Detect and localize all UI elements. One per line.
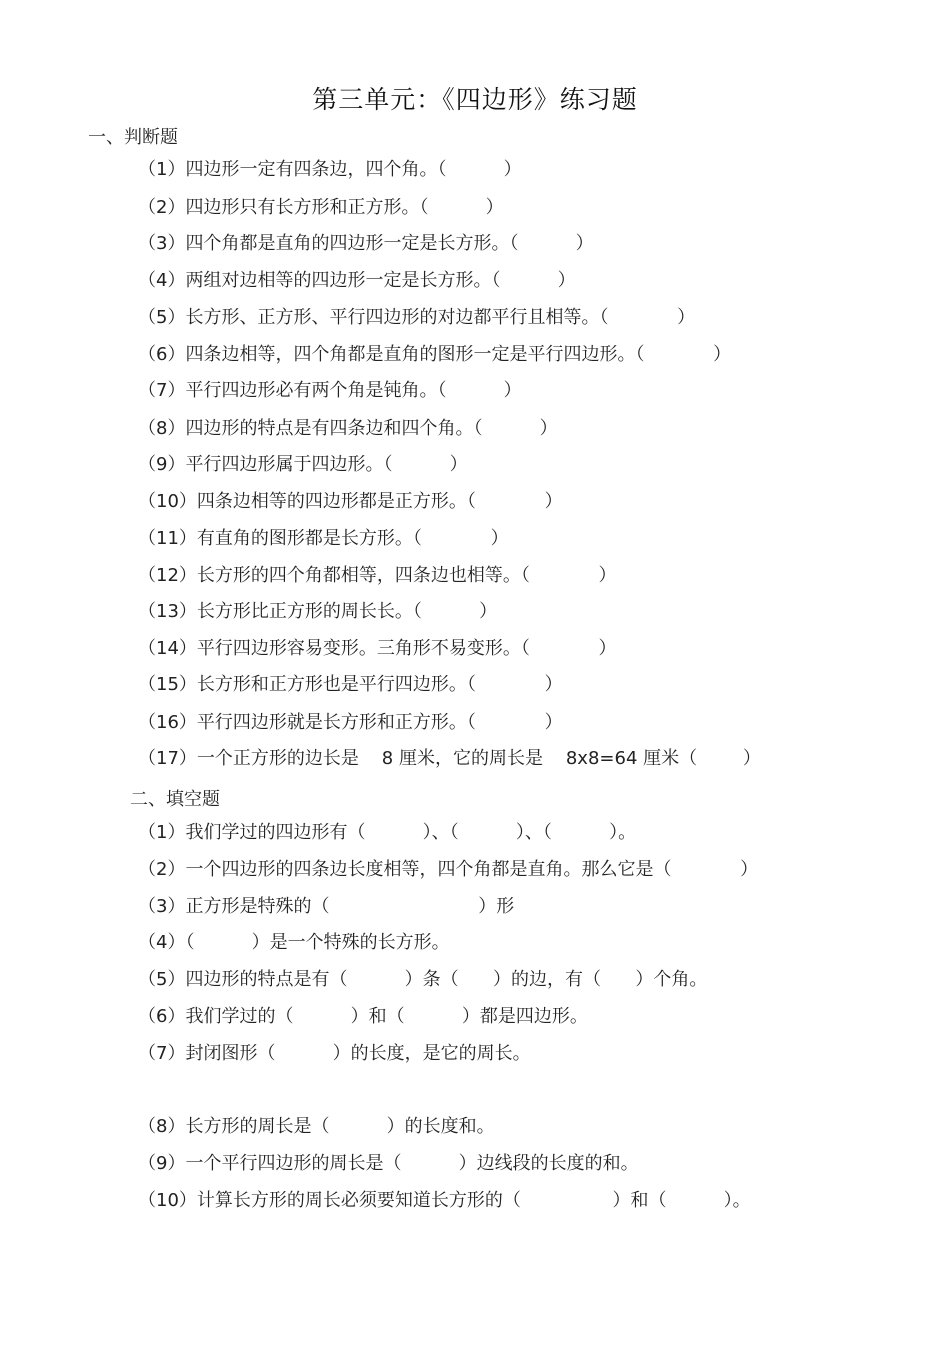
true-false-question: （10）四条边相等的四边形都是正方形。（ ） bbox=[138, 491, 563, 512]
true-false-question: （5）长方形、正方形、平行四边形的对边都平行且相等。（ ） bbox=[138, 307, 696, 328]
true-false-question: （12）长方形的四个角都相等，四条边也相等。（ ） bbox=[138, 565, 617, 586]
true-false-question: （1）四边形一定有四条边，四个角。（ ） bbox=[138, 159, 522, 180]
true-false-question: （6）四条边相等，四个角都是直角的图形一定是平行四边形。（ ） bbox=[138, 344, 732, 365]
true-false-question: （11）有直角的图形都是长方形。（ ） bbox=[138, 528, 509, 549]
true-false-question: （9）平行四边形属于四边形。（ ） bbox=[138, 454, 468, 475]
true-false-question: （4）两组对边相等的四边形一定是长方形。（ ） bbox=[138, 270, 576, 291]
fill-blank-question: （5）四边形的特点是有（ ）条（ ）的边，有（ ）个角。 bbox=[138, 969, 708, 990]
true-false-question: （16）平行四边形就是长方形和正方形。（ ） bbox=[138, 712, 563, 733]
fill-blank-question: （6）我们学过的（ ）和（ ）都是四边形。 bbox=[138, 1006, 588, 1027]
fill-blank-question: （2）一个四边形的四条边长度相等，四个角都是直角。那么它是（ ） bbox=[138, 859, 759, 880]
section-heading-true-false: 一、判断题 bbox=[88, 127, 178, 148]
fill-blank-question: （8）长方形的周长是（ ）的长度和。 bbox=[138, 1116, 495, 1137]
fill-blank-question: （9）一个平行四边形的周长是（ ）边线段的长度的和。 bbox=[138, 1153, 639, 1174]
fill-blank-question: （7）封闭图形（ ）的长度，是它的周长。 bbox=[138, 1043, 531, 1064]
fill-blank-question: （1）我们学过的四边形有（ ）、（ ）、（ ）。 bbox=[138, 822, 637, 843]
true-false-question: （7）平行四边形必有两个角是钝角。（ ） bbox=[138, 380, 522, 401]
true-false-question: （17）一个正方形的边长是 8 厘米，它的周长是 8x8=64 厘米（ ） bbox=[138, 748, 761, 769]
true-false-question: （8）四边形的特点是有四条边和四个角。（ ） bbox=[138, 418, 558, 439]
page-title: 第三单元：《四边形》练习题 bbox=[312, 85, 638, 114]
fill-blank-question: （10）计算长方形的周长必须要知道长方形的（ ）和（ ）。 bbox=[138, 1190, 751, 1211]
true-false-question: （13）长方形比正方形的周长长。（ ） bbox=[138, 601, 498, 622]
true-false-question: （2）四边形只有长方形和正方形。（ ） bbox=[138, 197, 504, 218]
true-false-question: （15）长方形和正方形也是平行四边形。（ ） bbox=[138, 674, 563, 695]
true-false-question: （14）平行四边形容易变形。三角形不易变形。（ ） bbox=[138, 638, 617, 659]
true-false-question: （3）四个角都是直角的四边形一定是长方形。（ ） bbox=[138, 233, 594, 254]
fill-blank-question: （3）正方形是特殊的（ ）形 bbox=[138, 896, 515, 917]
fill-blank-question: （4）（ ）是一个特殊的长方形。 bbox=[138, 932, 450, 953]
section-heading-fill-blank: 二、填空题 bbox=[130, 789, 220, 810]
